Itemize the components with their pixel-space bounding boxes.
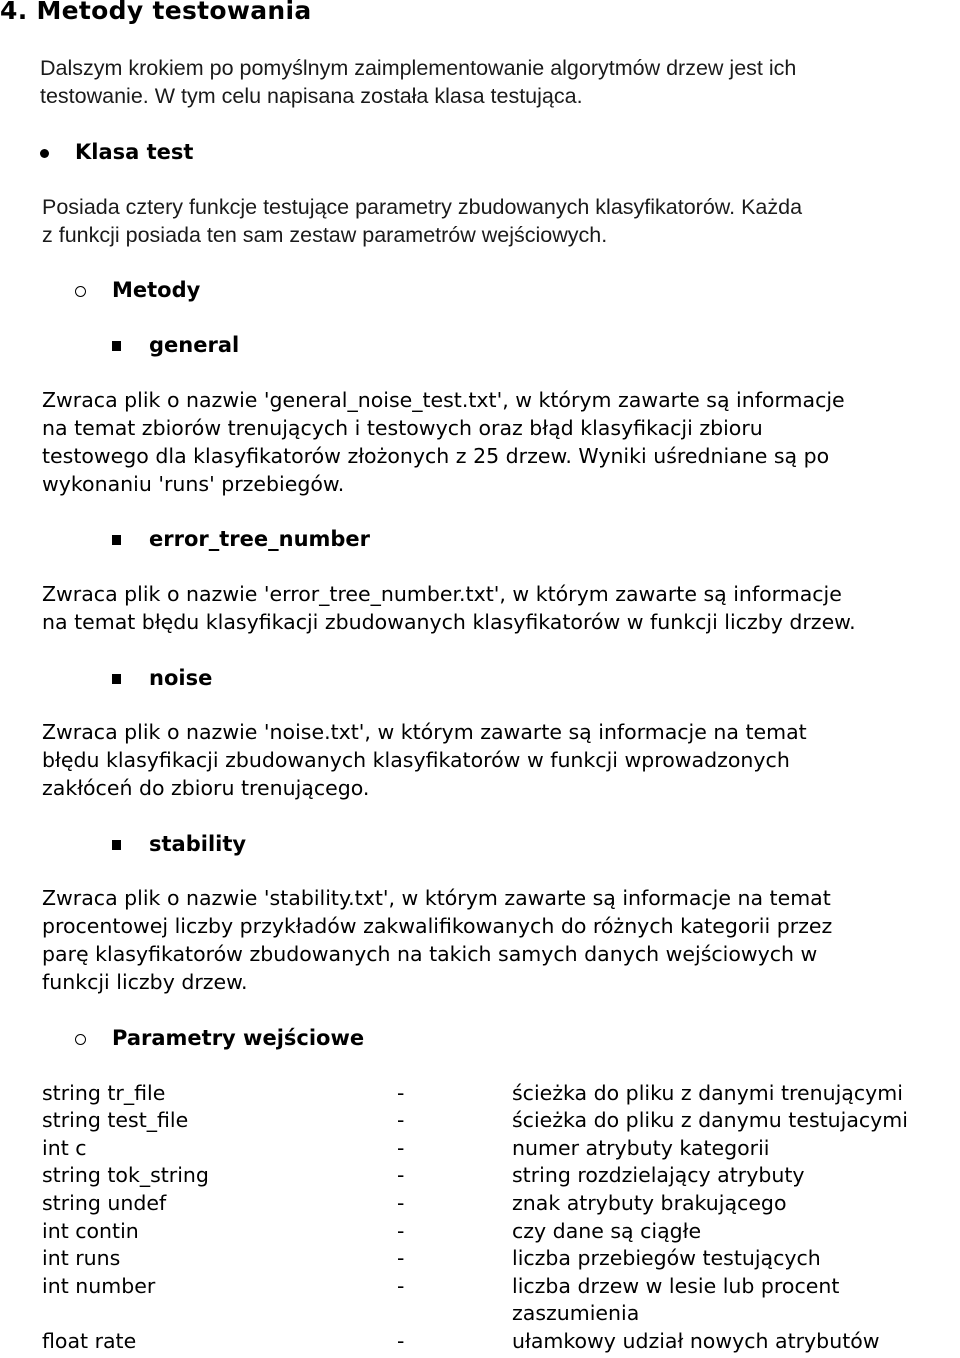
klasa-desc-line-2: z funkcji posiada ten sam zestaw parametrów wejściowych. [42, 223, 608, 247]
bullet-square-icon [112, 535, 121, 545]
general-desc-line-3: testowego dla klasyfikatorów złożonych z 25 drzew. Wyniki uśredniane są po [42, 444, 830, 468]
param-name: float rate [42, 1329, 137, 1353]
bullet-circle-icon [75, 1034, 86, 1045]
param-desc: ścieżka do pliku z danymu testujacymi [512, 1108, 908, 1132]
page-title: 4. Metody testowania [0, 0, 312, 25]
param-dash: - [397, 1329, 405, 1353]
param-desc: numer atrybuty kategorii [512, 1136, 770, 1160]
stability-desc-line-3: parę klasyfikatorów zbudowanych na takich samych danych wejściowych w [42, 942, 818, 966]
param-dash: - [397, 1163, 405, 1187]
param-desc: czy dane są ciągłe [512, 1219, 702, 1243]
param-desc: ścieżka do pliku z danymi trenującymi [512, 1081, 903, 1105]
param-dash: - [397, 1136, 405, 1160]
bullet-square-icon [112, 840, 121, 850]
klasa-desc-line-1: Posiada cztery funkcje testujące parametry zbudowanych klasyfikatorów. Każda [42, 195, 803, 219]
stability-desc-line-4: funkcji liczby drzew. [42, 970, 248, 994]
param-desc: liczba drzew w lesie lub procent [512, 1274, 840, 1298]
method-noise-title: noise [149, 666, 213, 690]
bullet-disc-icon [40, 149, 49, 158]
param-name: string test_file [42, 1108, 189, 1132]
error-tree-number-desc-line-2: na temat błędu klasyfikacji zbudowanych klasyfikatorów w funkcji liczby drzew. [42, 610, 856, 634]
param-dash: - [397, 1274, 405, 1298]
method-general-title: general [149, 333, 240, 357]
param-dash: - [397, 1246, 405, 1270]
section-parametry-title: Parametry wejściowe [112, 1026, 365, 1050]
param-dash: - [397, 1081, 405, 1105]
section-klasa-title: Klasa test [75, 140, 194, 164]
param-desc-continued: zaszumienia [512, 1301, 640, 1325]
param-dash: - [397, 1219, 405, 1243]
param-desc: string rozdzielający atrybuty [512, 1163, 805, 1187]
param-name: string undef [42, 1191, 167, 1215]
bullet-square-icon [112, 674, 121, 684]
general-desc-line-1: Zwraca plik o nazwie 'general_noise_test.txt', w którym zawarte są informacje [42, 388, 845, 412]
param-name: string tok_string [42, 1163, 209, 1187]
param-name: int number [42, 1274, 156, 1298]
stability-desc-line-1: Zwraca plik o nazwie 'stability.txt', w którym zawarte są informacje na temat [42, 886, 831, 910]
noise-desc-line-2: błędu klasyfikacji zbudowanych klasyfikatorów w funkcji wprowadzonych [42, 748, 790, 772]
section-metody-title: Metody [112, 278, 201, 302]
stability-desc-line-2: procentowej liczby przykładów zakwalifikowanych do różnych kategorii przez [42, 914, 833, 938]
method-error-tree-number-title: error_tree_number [149, 527, 371, 551]
noise-desc-line-1: Zwraca plik o nazwie 'noise.txt', w którym zawarte są informacje na temat [42, 720, 807, 744]
general-desc-line-2: na temat zbiorów trenujących i testowych oraz błąd klasyfikacji zbioru [42, 416, 763, 440]
bullet-square-icon [112, 341, 121, 351]
intro-line-2: testowanie. W tym celu napisana została klasa testująca. [40, 84, 583, 108]
param-name: int c [42, 1136, 87, 1160]
param-dash: - [397, 1108, 405, 1132]
general-desc-line-4: wykonaniu 'runs' przebiegów. [42, 472, 345, 496]
param-desc: ułamkowy udział nowych atrybutów [512, 1329, 880, 1353]
method-stability-title: stability [149, 832, 247, 856]
intro-line-1: Dalszym krokiem po pomyślnym zaimplementowanie algorytmów drzew jest ich [40, 56, 797, 80]
param-name: int runs [42, 1246, 121, 1270]
noise-desc-line-3: zakłóceń do zbioru trenującego. [42, 776, 370, 800]
param-name: string tr_file [42, 1081, 166, 1105]
error-tree-number-desc-line-1: Zwraca plik o nazwie 'error_tree_number.txt', w którym zawarte są informacje [42, 582, 842, 606]
param-desc: znak atrybuty brakującego [512, 1191, 787, 1215]
bullet-circle-icon [75, 286, 86, 297]
param-dash: - [397, 1191, 405, 1215]
param-name: int contin [42, 1219, 139, 1243]
param-desc: liczba przebiegów testujących [512, 1246, 821, 1270]
